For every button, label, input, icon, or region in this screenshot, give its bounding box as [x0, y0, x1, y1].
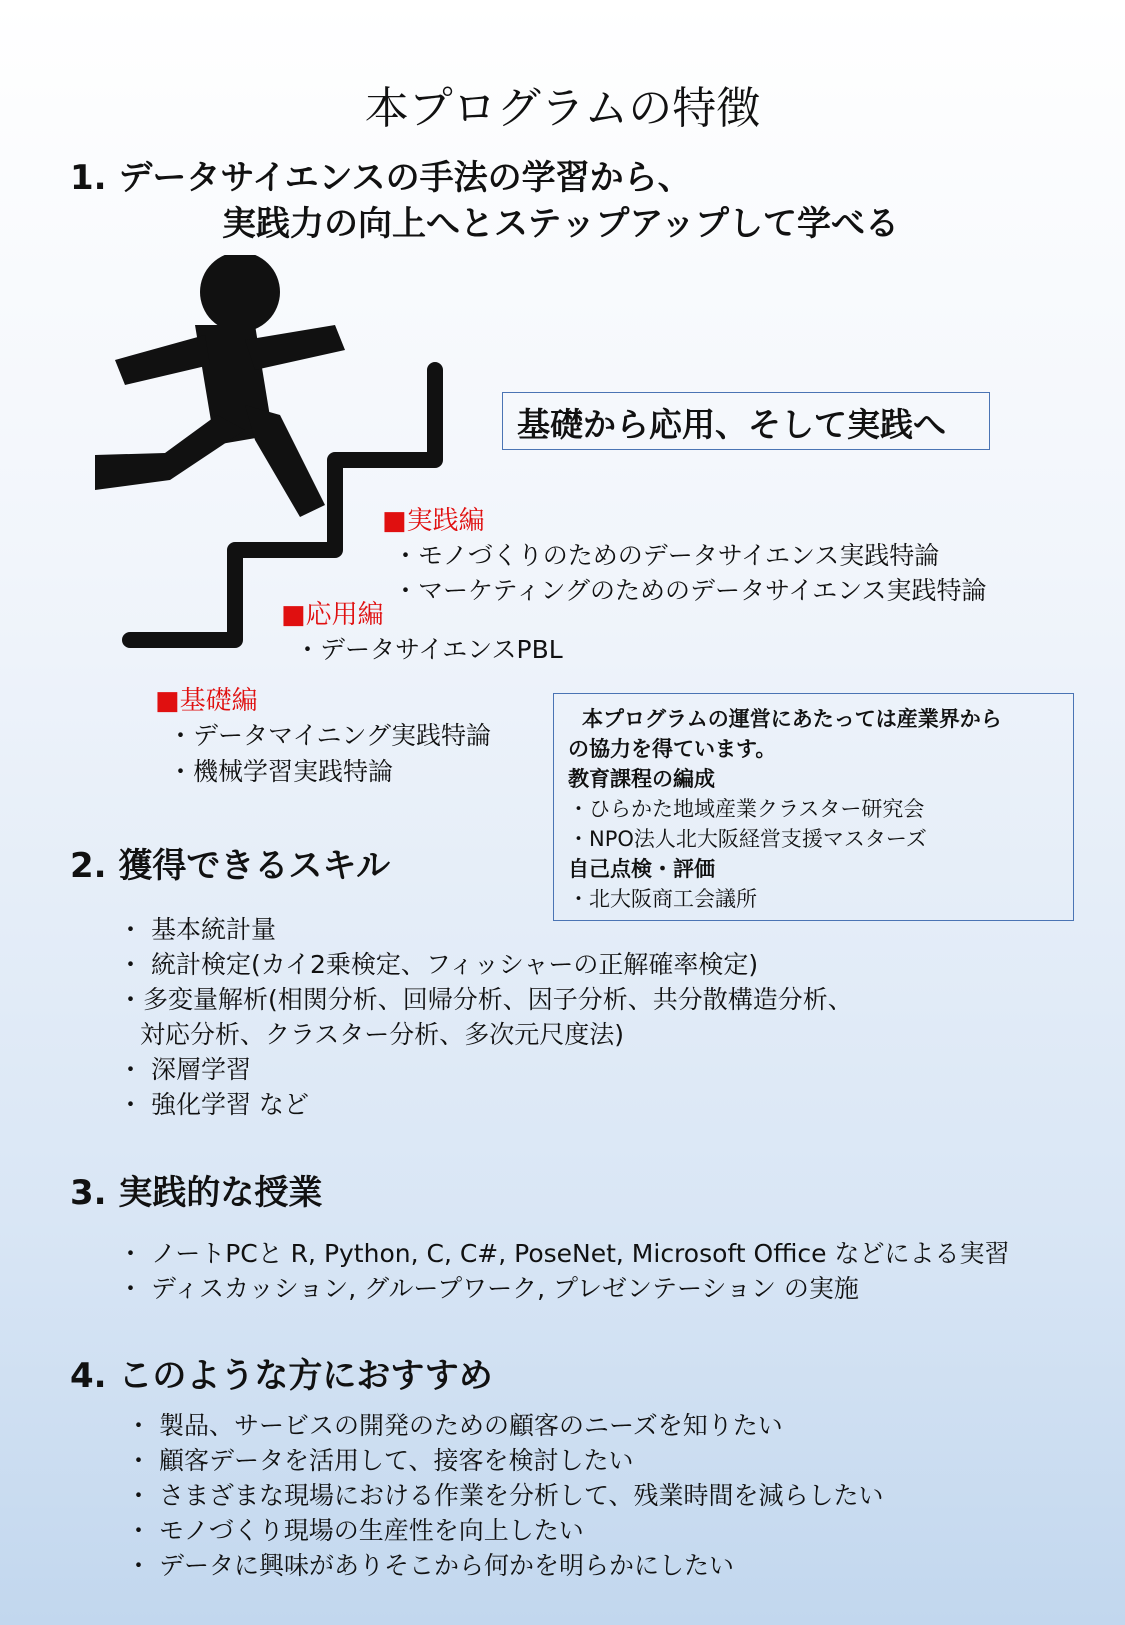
infobox-group1-item: ・ひらかた地域産業クラスター研究会 — [568, 797, 925, 821]
infobox-intro-line2: の協力を得ています。 — [568, 737, 777, 761]
practice-item: ・モノづくりのためのデータサイエンス実践特論 — [393, 541, 940, 570]
section4-list — [126, 1408, 883, 1583]
applied-item: ・データサイエンスPBL — [295, 635, 563, 664]
skill-item: ・多変量解析(相関分析、回帰分析、因子分析、共分散構造分析、 — [118, 985, 853, 1014]
infobox-group2-title: 自己点検・評価 — [568, 857, 715, 881]
section1-heading-line1: 1. データサイエンスの手法の学習から、 — [70, 158, 692, 198]
section4-heading: 4. このような方におすすめ — [70, 1356, 493, 1396]
infobox-intro-line1: 本プログラムの運営にあたっては産業界から — [582, 707, 1002, 731]
recommend-item: ・ さまざまな現場における作業を分析して、残業時間を減らしたい — [126, 1481, 884, 1510]
skill-item: ・ 基本統計量 — [118, 915, 276, 944]
infobox-group2-item: ・北大阪商工会議所 — [568, 887, 757, 911]
skill-item-continued: 対応分析、クラスター分析、多次元尺度法) — [140, 1020, 625, 1049]
page-title: 本プログラムの特徴 — [364, 83, 761, 134]
section3-heading: 3. 実践的な授業 — [70, 1173, 323, 1213]
recommend-item: ・ モノづくり現場の生産性を向上したい — [126, 1516, 584, 1545]
skill-item: ・ 統計検定(カイ2乗検定、フィッシャーの正解確率検定) — [118, 950, 759, 979]
recommend-item: ・ 顧客データを活用して、接客を検討したい — [126, 1446, 634, 1475]
basic-item: ・機械学習実践特論 — [168, 757, 394, 786]
skill-item: ・ 強化学習 など — [118, 1090, 309, 1119]
recommend-item: ・ データに興味がありそこから何かを明らかにしたい — [126, 1551, 734, 1580]
slogan-box: 基礎から応用、そして実践へ — [502, 392, 990, 450]
class-item: ・ ディスカッション, グループワーク, プレゼンテーション の実施 — [118, 1274, 859, 1303]
industry-cooperation-box — [553, 693, 1074, 921]
practice-level-label: ■実践編 — [382, 506, 485, 536]
recommend-item: ・ 製品、サービスの開発のための顧客のニーズを知りたい — [126, 1411, 783, 1440]
section2-list — [118, 912, 853, 1122]
section3-list — [118, 1236, 1009, 1306]
class-item: ・ ノートPCと R, Python, C, C#, PoseNet, Microsoft Office などによる実習 — [118, 1239, 1010, 1268]
infobox-group1-title: 教育課程の編成 — [568, 767, 715, 791]
skill-item: ・ 深層学習 — [118, 1055, 251, 1084]
practice-item: ・マーケティングのためのデータサイエンス実践特論 — [393, 576, 987, 605]
basic-item: ・データマイニング実践特論 — [168, 721, 492, 750]
basic-level-label: ■基礎編 — [155, 686, 258, 716]
applied-level-label: ■応用編 — [281, 600, 384, 630]
section2-heading: 2. 獲得できるスキル — [70, 846, 391, 886]
section1-heading-line2: 実践力の向上へとステップアップして学べる — [222, 204, 899, 244]
infobox-group1-item: ・NPO法人北大阪経営支援マスターズ — [568, 827, 927, 851]
